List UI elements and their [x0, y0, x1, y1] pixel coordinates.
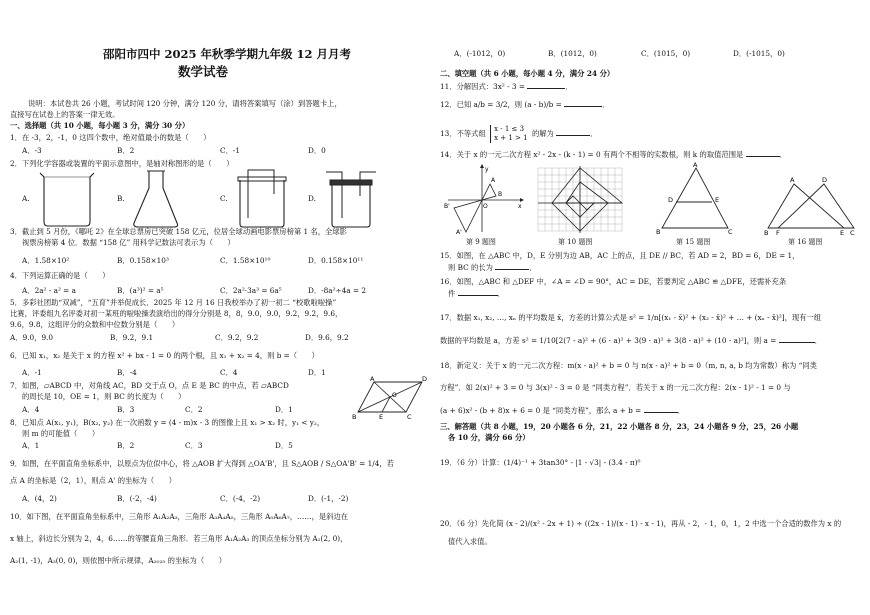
- q9-fig-label-x: x: [518, 203, 522, 210]
- q1-option-a: A．-3: [22, 146, 42, 155]
- q1-option-b: B．2: [117, 146, 135, 155]
- q13-inequality-2: x + 1 > 1: [494, 134, 528, 142]
- q10-option-c: C．(1015，0): [641, 49, 691, 58]
- q7-fig-label-o: O: [392, 392, 397, 399]
- q6-option-a: A．-1: [22, 368, 42, 377]
- q4-stem: 4．下列运算正确的是（ ）: [10, 271, 110, 280]
- q7-option-c: C．2: [185, 405, 203, 414]
- q5-option-d: D．9.6，9.2: [305, 333, 349, 342]
- q9-fig-label-a: A: [491, 177, 496, 184]
- q2-stem: 2．下列化学容器或装置的平面示意图中，是轴对称图形的是（ ）: [10, 159, 234, 168]
- q16-line-1: 16．如图，△ABC 和 △DEF 中，∠A = ∠D = 90°，AC = DE，若要判定 △ABC ≌ △DFE，还需补充条: [440, 277, 787, 286]
- q8-option-a: A．1: [22, 441, 40, 450]
- q16-triangles-figure: [764, 162, 858, 236]
- school-title: 邵阳市四中 2025 年秋季学期九年级 12 月月考: [103, 47, 352, 61]
- q15-line-2: 则 BC 的长为 ．: [448, 263, 537, 272]
- q5-line-2: 比赛，评委组九名评委对初一某班的啦啦操表演给出的得分分别是 8，8，9.0，9.0，9.2，9.2，9.6，: [10, 309, 343, 318]
- beaker-figure: [36, 170, 98, 228]
- caption-fig-9: 第 9 题图: [466, 238, 496, 246]
- q5-option-a: A．9.0，9.0: [10, 333, 54, 342]
- caption-fig-10: 第 10 题图: [558, 238, 593, 246]
- q9-coordinate-figure: [442, 162, 526, 236]
- q9-option-a: A．(4，2): [22, 494, 57, 503]
- q14-answer-blank[interactable]: [746, 149, 780, 157]
- q15-line-1: 15．如图，在 △ABC 中，D，E 分别为边 AB，AC 上的点，且 DE // BC，若 AD = 2，BD = 6，DE = 1，: [440, 251, 800, 260]
- q18-line-3: (a + 6)x² - (b + 8)x + 6 = 0 是 “同类方程”，那么 a + b = ．: [440, 406, 685, 415]
- q16-fig-label-a: A: [790, 176, 795, 184]
- instructions-line-1: 说明：本试卷共 26 小题，考试时间 120 分钟，满分 120 分，请将答案填写（涂）到答题卡上，: [28, 99, 342, 108]
- q7-option-d: D．1: [275, 405, 293, 414]
- q7-fig-label-d: D: [422, 376, 428, 383]
- section3-heading-line-2: 各 10 分，满分 66 分）: [448, 433, 530, 442]
- q15-fig-label-c: C: [728, 228, 733, 236]
- q8-option-d: D．5: [275, 441, 293, 450]
- q1-stem: 1．在 -3，2，-1，0 这四个数中，绝对值最小的数是（ ）: [10, 133, 211, 142]
- washing-bottle-figure: [322, 168, 378, 230]
- q7-option-b: B．3: [117, 405, 135, 414]
- q16-fig-label-e: E: [840, 229, 845, 236]
- q3-option-b: B．0.158×10³: [117, 256, 169, 265]
- q3-option-c: C．1.58×10¹⁰: [220, 256, 271, 265]
- q8-option-c: C．3: [185, 441, 203, 450]
- q2-label-a: A.: [22, 194, 30, 203]
- q10-line-2: x 轴上，斜边长分别为 2，4，6……的等腰直角三角形．若三角形 A₁A₂A₃ 的顶点坐标分别为 A₁(2, 0)，: [10, 534, 348, 543]
- q12-text: 12．已知 a/b = 3/2，则 (a - b)/b = ．: [440, 100, 610, 109]
- q10-line-1: 10．如下图，在平面直角坐标系中，三角形 A₁A₂A₃，三角形 A₃A₄A₅，三角形 A₅A₆A₇，……，是斜边在: [10, 512, 349, 521]
- q14-text: 14．关于 x 的一元二次方程 x² - 2x - (k - 1) = 0 有两个不相等的实数根，则 k 的取值范围是 ．: [440, 150, 787, 159]
- section2-heading: 二、填空题（共 6 小题，每小题 4 分，满分 24 分）: [440, 69, 615, 78]
- q15-fig-label-e: E: [715, 196, 720, 204]
- q6-option-c: C．4: [220, 368, 238, 377]
- q7-option-a: A．4: [22, 405, 40, 414]
- q15-answer-blank[interactable]: [495, 262, 529, 270]
- q20-line-1: 20．（6 分）先化简 (x - 2)/(x² - 2x + 1) ÷ ((2x - 1)/(x - 1) - x - 1)，再从 - 2，- 1，0，1，2 中选一个合适的数作为 x 的: [440, 519, 842, 528]
- q16-answer-blank[interactable]: [458, 288, 498, 296]
- q2-label-b: B.: [117, 194, 125, 203]
- q5-line-3: 9.6，9.8，这组评分的众数和中位数分别是（ ）: [10, 320, 180, 329]
- q11-text: 11．分解因式：3x² - 3 = ．: [440, 82, 573, 91]
- q6-option-d: D．1: [308, 368, 326, 377]
- q4-option-d: D．-8a²÷4a = 2: [308, 286, 367, 295]
- q2-label-d: D.: [308, 194, 316, 203]
- q12-answer-blank[interactable]: [564, 99, 602, 107]
- q17-line-2: 数据的平均数是 a，方差 s² = 1/10[2(7 - a)² + (6 - a)² + 3(9 - a)² + 3(8 - a)² + (10 - a)²]，则 a = ．: [440, 336, 822, 345]
- q11-answer-blank[interactable]: [527, 81, 565, 89]
- q7-fig-label-c: C: [407, 413, 412, 420]
- q18-answer-blank[interactable]: [644, 405, 678, 413]
- q6-stem: 6．已知 x₁，x₂ 是关于 x 的方程 x² + bx - 1 = 0 的两个根，且 x₁ + x₂ = 4，则 b =（ ）: [10, 351, 319, 360]
- q10-grid-figure: [534, 162, 624, 236]
- q15-fig-label-a: A: [693, 162, 698, 169]
- q9-fig-label-b: B: [498, 191, 503, 198]
- q13-inequality-1: x - 1 ≤ 3: [494, 125, 525, 133]
- q10-option-d: D．(-1015，0): [733, 49, 785, 58]
- parallelogram-figure: [352, 376, 428, 420]
- q4-option-c: C．2a²·3a³ = 6a⁵: [220, 286, 282, 295]
- q13-answer-blank[interactable]: [556, 128, 590, 136]
- caption-fig-15: 第 15 题图: [676, 238, 711, 246]
- q20-line-2: 值代入求值。: [448, 537, 492, 546]
- q10-option-a: A．(-1012，0): [454, 49, 506, 58]
- caption-fig-16: 第 16 题图: [788, 238, 823, 246]
- q16-fig-label-c: C: [850, 229, 855, 236]
- q10-line-3: A₂(1, -1)，A₃(0, 0)，则依图中所示规律，A₂₀₂₅ 的坐标为（ ）: [10, 556, 227, 565]
- q3-line-2: 视票房榜第 4 位．数据 “158 亿” 用科学记数法可表示为（ ）: [22, 238, 235, 247]
- q9-fig-label-a-prime: A': [456, 229, 462, 236]
- section3-heading-line-1: 三、解答题（共 8 小题，19，20 小题各 6 分，21，22 小题各 8 分，23，24 小题各 9 分，25，26 小题: [440, 422, 799, 431]
- gas-bottle-figure: [234, 168, 290, 230]
- q7-line-1: 7．如图，▱ABCD 中，对角线 AC，BD 交于点 O，点 E 是 BC 的中点，若 ▱ABCD: [10, 381, 289, 390]
- q9-fig-label-o: O: [483, 203, 488, 210]
- q3-line-1: 3．截止到 5 月份，《哪吒 2》在全球总票房已突破 158 亿元，位居全球动画电影票房榜第 1 名，全球影: [10, 227, 347, 236]
- q19-text: 19．（6 分）计算：(1/4)⁻¹ + 3tan30° - |1 - √3| - (3.4 - π)⁰: [440, 458, 641, 467]
- q4-option-b: B．(a³)² = a⁵: [117, 286, 164, 295]
- q9-option-b: B．(-2，-4): [117, 494, 157, 503]
- q16-fig-label-f: F: [776, 229, 780, 236]
- q18-line-2: 方程”．如 2(x)² + 3 = 0 与 3(x)² - 3 = 0 是 “同类方程”．若关于 x 的一元二次方程：2(x - 1)² - 1 = 0 与: [440, 383, 791, 392]
- q15-fig-label-b: B: [656, 228, 661, 236]
- subject-title: 数学试卷: [178, 64, 229, 79]
- q7-fig-label-b: B: [352, 413, 357, 420]
- q13-text: 13．不等式组 x - 1 ≤ 3 x + 1 > 1 的解为 ．: [440, 125, 598, 142]
- q5-option-b: B．9.2，9.1: [110, 333, 154, 342]
- q5-option-c: C．9.2，9.2: [215, 333, 259, 342]
- q16-fig-label-d: D: [822, 176, 828, 184]
- q6-option-b: B．-4: [117, 368, 137, 377]
- q8-option-b: B．2: [117, 441, 135, 450]
- q8-line-2: 则 m 的可能值（ ）: [22, 429, 100, 438]
- q4-option-a: A．2a² - a² = a: [22, 286, 76, 295]
- q9-option-d: D．(-1，-2): [308, 494, 349, 503]
- q16-line-2: 件 ．: [448, 289, 505, 298]
- q10-option-b: B．(1012，0): [548, 49, 597, 58]
- instructions-line-2: 直接写在试卷上的答案一律无效。: [10, 110, 120, 119]
- q16-fig-label-b: B: [764, 229, 769, 236]
- q9-line-1: 9．如图，在平面直角坐标系中，以原点为位似中心，将 △AOB 扩大得到 △OA'B'，且 S△AOB / S△OA'B' = 1/4，若: [10, 459, 394, 468]
- q7-fig-label-e: E: [379, 413, 384, 420]
- q8-line-1: 8．已知点 A(x₁, y₁)，B(x₂, y₂) 在一次函数 y = (4 - m)x - 3 的图像上且 x₁ > x₂ 时，y₁ < y₂，: [10, 418, 325, 427]
- q7-line-2: 的周长是 10，OE = 1，则 BC 的长度为（ ）: [22, 392, 186, 401]
- q9-fig-label-b-prime: B': [444, 203, 450, 210]
- q15-fig-label-d: D: [668, 196, 674, 204]
- q18-line-1: 18．新定义：关于 x 的一元二次方程：m(x - a)² + b = 0 与 n(x - a)² + b = 0（m, n, a, b 均为常数）称为 “同类: [440, 361, 817, 370]
- q9-fig-label-y: y: [485, 166, 489, 173]
- q5-line-1: 5．多彩社团助“双减”，“五育”并举促成长．2025 年 12 月 16 日我校举办了初一初二 “校歌啦啦操”: [10, 298, 337, 307]
- q9-line-2: 点 A 的坐标是（2，1），则点 A' 的坐标为（ ）: [10, 476, 177, 485]
- q17-line-1: 17．数据 x₁, x₂, …, xₙ 的平均数是 x̄，方差的计算公式是 s² = 1/n[(x₁ - x̄)² + (x₂ - x̄)² + … + (xₙ - x̄)²]，现有一组: [440, 313, 822, 322]
- q17-answer-blank[interactable]: [779, 335, 815, 343]
- q1-option-d: D．0: [308, 146, 326, 155]
- q7-fig-label-a: A: [370, 376, 375, 383]
- q3-option-d: D．0.158×10¹¹: [308, 256, 364, 265]
- q9-option-c: C．(-4，-2): [220, 494, 261, 503]
- conical-flask-figure: [130, 168, 182, 230]
- q1-option-c: C．-1: [220, 146, 240, 155]
- section1-heading: 一、选择题（共 10 小题，每小题 3 分，满分 30 分）: [10, 121, 190, 130]
- q3-option-a: A．1.58×10²: [22, 256, 70, 265]
- q15-triangle-figure: [656, 162, 736, 236]
- q2-label-c: C.: [220, 194, 228, 203]
